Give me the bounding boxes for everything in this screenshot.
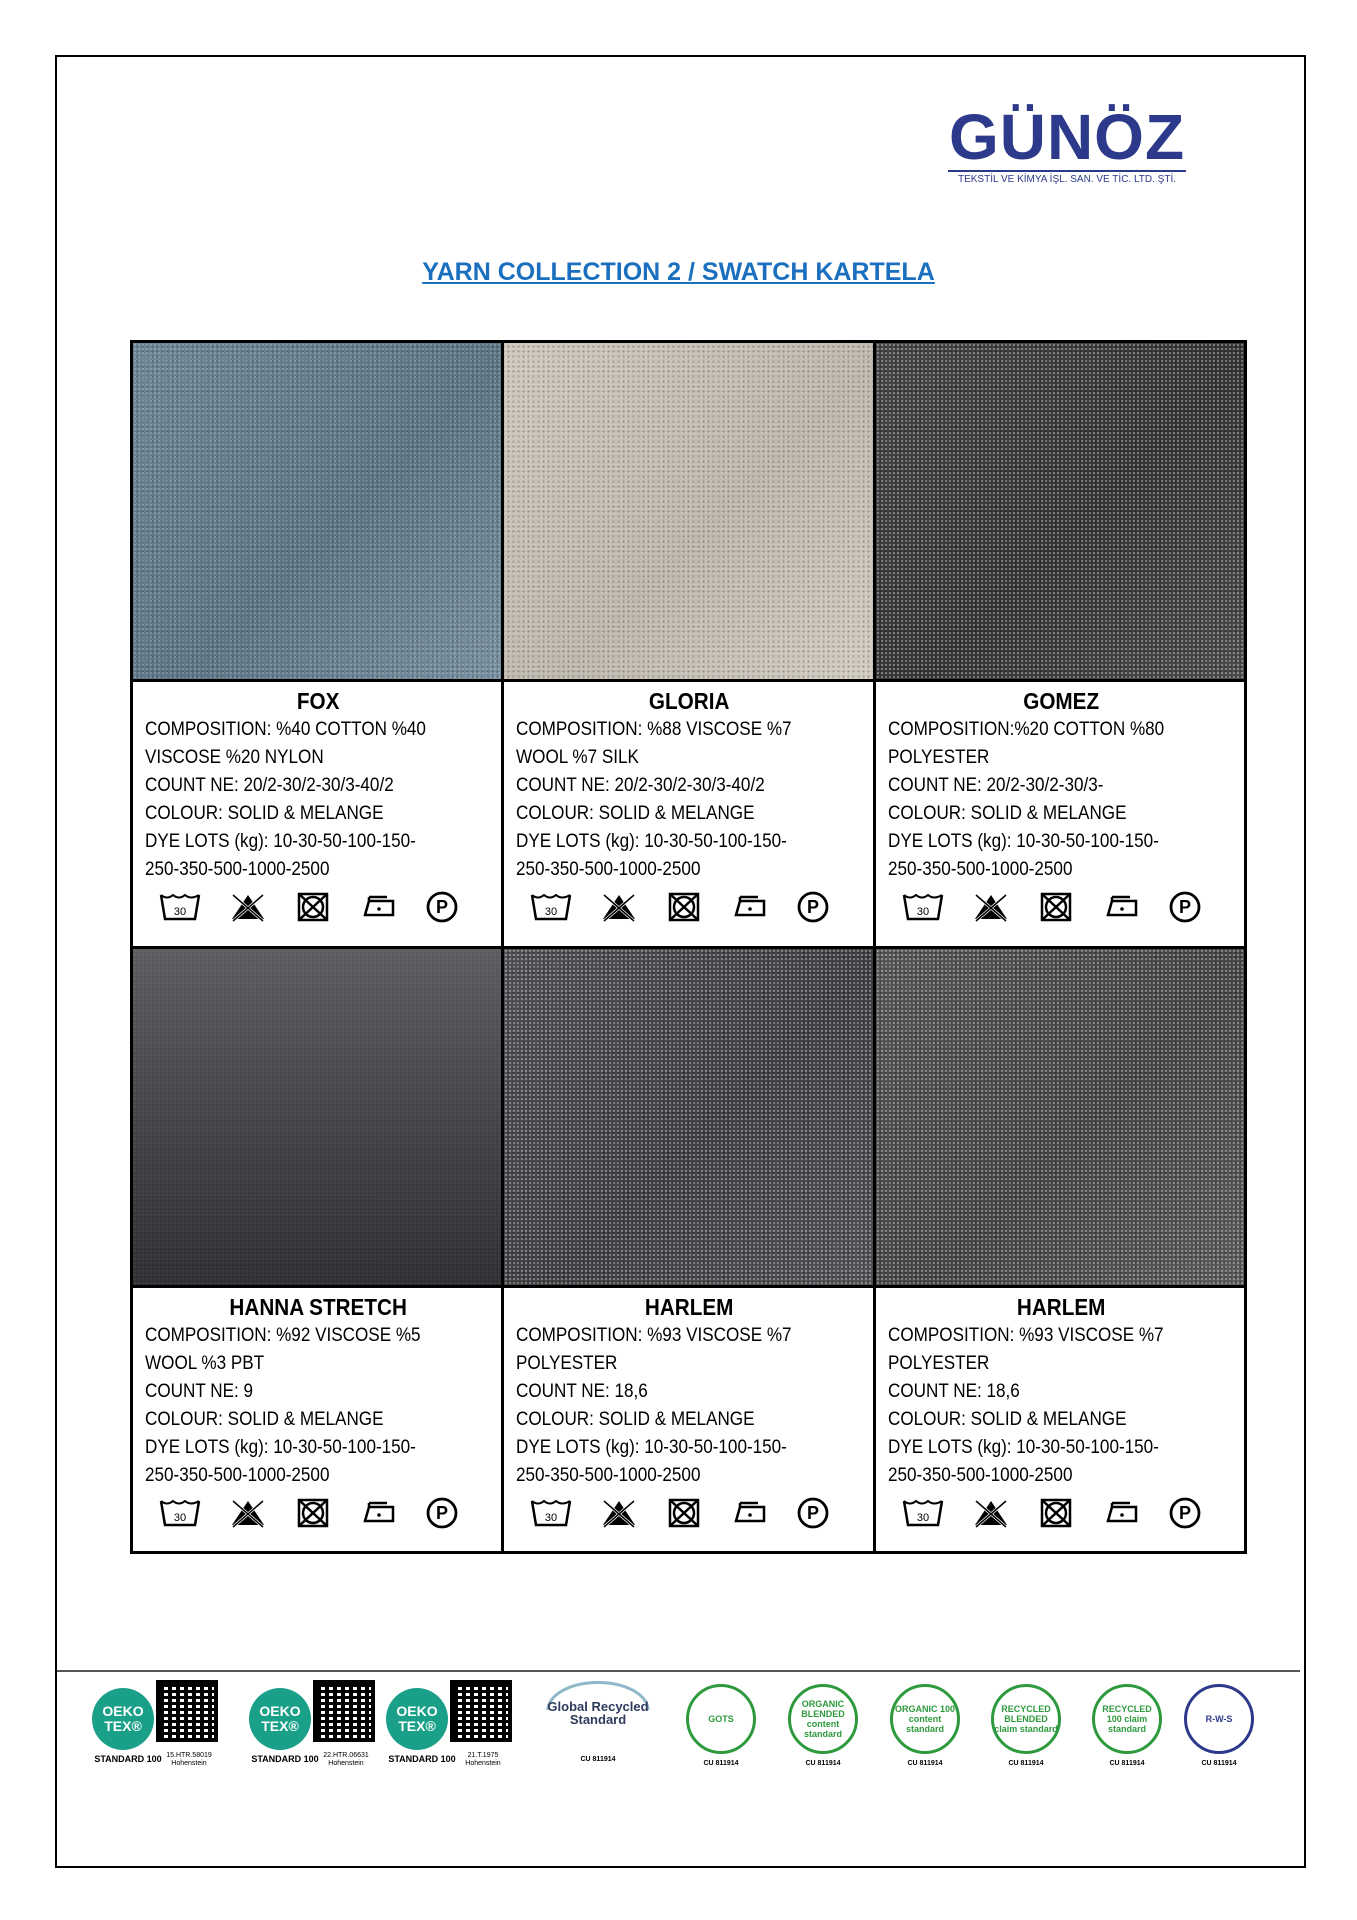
wash-temp-label: 30 [545, 906, 558, 918]
oeko-standard-label: STANDARD 100 [388, 1754, 456, 1764]
yarn-name: GLORIA [649, 688, 730, 714]
fabric-swatch-image [504, 949, 872, 1285]
certificate-name: GOTS [708, 1714, 734, 1724]
spec-block [133, 679, 501, 946]
wash-30-icon [159, 1497, 201, 1529]
certificate-code: CU 811914 [907, 1760, 943, 1767]
iron-low-icon [359, 1497, 397, 1529]
fabric-swatch-image [133, 949, 501, 1285]
oeko-issuer: Hohenstein [328, 1760, 364, 1767]
iron-low-icon [730, 891, 768, 923]
dry-clean-p-icon [1168, 890, 1202, 924]
fabric-swatch-image [133, 343, 501, 679]
brand-subtitle: TEKSTİL VE KİMYA İŞL. SAN. VE TİC. LTD. ŞTİ. [948, 170, 1186, 187]
spec-block [133, 1285, 501, 1552]
oeko-badge-top: OEKO [396, 1703, 438, 1719]
wash-30-icon [530, 891, 572, 923]
dry-clean-p-icon [425, 1496, 459, 1530]
no-tumble-dry-icon [295, 1497, 331, 1529]
certificate-name: RECYCLED BLENDED claim standard [994, 1704, 1058, 1734]
certificate-code: CU 811914 [1109, 1760, 1145, 1767]
care-symbols [145, 890, 491, 924]
swatch-card [876, 949, 1244, 1552]
dry-clean-p-icon [796, 1496, 830, 1530]
dry-clean-label: P [1178, 897, 1191, 917]
spec-line: COUNT NE: 20/2-30/2-30/3-40/2 [516, 775, 766, 796]
certificate-code: CU 811914 [805, 1760, 841, 1767]
certificate-code: CU 811914 [1008, 1760, 1044, 1767]
care-symbols [888, 890, 1234, 924]
spec-line: 250-350-500-1000-2500 [145, 859, 330, 880]
grs-code: CU 811914 [580, 1756, 616, 1763]
spec-line: WOOL %3 PBT [145, 1352, 265, 1374]
oeko-code [301, 1752, 391, 1768]
spec-line: COMPOSITION: %88 VISCOSE %7 [516, 719, 792, 740]
spec-line: COMPOSITION: %93 VISCOSE %7 [887, 1324, 1164, 1346]
care-symbols [516, 1496, 862, 1530]
spec-line: DYE LOTS (kg): 10-30-50-100-150- [145, 831, 416, 852]
fabric-swatch-image [876, 949, 1244, 1285]
wash-temp-label: 30 [173, 1511, 187, 1524]
swatch-card [876, 343, 1244, 946]
oeko-code-number: 22.HTR.06631 [323, 1752, 369, 1759]
oeko-code-number: 21.T.1975 [467, 1752, 499, 1759]
spec-line: COLOUR: SOLID & MELANGE [145, 1408, 384, 1430]
no-bleach-icon [600, 1497, 638, 1529]
oeko-standard-label: STANDARD 100 [94, 1754, 162, 1764]
spec-line: POLYESTER [887, 1352, 990, 1374]
yarn-name: GOMEZ [1022, 688, 1099, 714]
oeko-badge-bottom: TEX® [261, 1718, 299, 1734]
wash-30-icon [902, 1497, 944, 1529]
spec-line: COUNT NE: 9 [145, 1380, 254, 1402]
grs-name: Global Recycled Standard [547, 1699, 649, 1727]
certificate-seal-icon [1092, 1684, 1162, 1754]
spec-line: COMPOSITION: %93 VISCOSE %7 [516, 1324, 792, 1346]
oeko-code-number: 15.HTR.58019 [166, 1752, 212, 1759]
spec-line: COLOUR: SOLID & MELANGE [516, 803, 755, 824]
swatch-grid [130, 340, 1247, 1554]
wash-temp-label: 30 [173, 906, 187, 918]
no-bleach-icon [972, 1497, 1010, 1529]
spec-line: COMPOSITION: %92 VISCOSE %5 [145, 1324, 421, 1346]
care-symbols [516, 890, 862, 924]
spec-line: WOOL %7 SILK [516, 747, 640, 768]
oeko-code [144, 1752, 234, 1768]
spec-line: COLOUR: SOLID & MELANGE [516, 1408, 755, 1430]
no-tumble-dry-icon [666, 1497, 702, 1529]
iron-low-icon [1102, 891, 1140, 923]
spec-line: COLOUR: SOLID & MELANGE [145, 803, 384, 824]
yarn-name: HARLEM [645, 1293, 734, 1320]
dry-clean-p-icon [1168, 1496, 1202, 1530]
yarn-name: HANNA STRETCH [229, 1293, 407, 1320]
spec-line: COLOUR: SOLID & MELANGE [887, 1408, 1127, 1430]
spec-line: POLYESTER [887, 747, 990, 768]
spec-line: POLYESTER [516, 1352, 618, 1374]
certificate-name: RECYCLED 100 claim standard [1102, 1704, 1152, 1734]
spec-line: DYE LOTS (kg): 10-30-50-100-150- [887, 1436, 1159, 1458]
spec-line: COMPOSITION: %40 COTTON %40 [145, 719, 426, 740]
fabric-swatch-image [876, 343, 1244, 679]
certificate-seal-icon [1184, 1684, 1254, 1754]
oeko-badge-top: OEKO [259, 1703, 301, 1719]
oeko-code [438, 1752, 528, 1768]
oeko-tex-badge [386, 1688, 448, 1750]
certificate-seal-icon [686, 1684, 756, 1754]
spec-block [876, 1285, 1244, 1552]
spec-line: 250-350-500-1000-2500 [516, 859, 701, 880]
qr-code-icon [313, 1680, 375, 1742]
spec-block [876, 679, 1244, 946]
iron-low-icon [730, 1497, 768, 1529]
oeko-badge-bottom: TEX® [398, 1718, 436, 1734]
dry-clean-label: P [807, 1502, 820, 1523]
spec-line: DYE LOTS (kg): 10-30-50-100-150- [516, 1436, 788, 1458]
no-tumble-dry-icon [1038, 1497, 1074, 1529]
swatch-card [133, 343, 501, 946]
spec-line: COUNT NE: 18,6 [516, 1380, 649, 1402]
no-bleach-icon [972, 891, 1010, 923]
no-bleach-icon [229, 1497, 267, 1529]
dry-clean-label: P [807, 897, 820, 917]
iron-low-icon [359, 891, 397, 923]
certificate-seal-icon [890, 1684, 960, 1754]
oeko-tex-badge [249, 1688, 311, 1750]
certificate-seal-icon [991, 1684, 1061, 1754]
wash-temp-label: 30 [916, 906, 929, 918]
wash-30-icon [902, 891, 944, 923]
swatch-card [133, 949, 501, 1552]
dry-clean-p-icon [425, 890, 459, 924]
spec-block [504, 679, 872, 946]
certificate-code: CU 811914 [703, 1760, 739, 1767]
fabric-swatch-image [504, 343, 872, 679]
oeko-issuer: Hohenstein [171, 1760, 207, 1767]
spec-line: 250-350-500-1000-2500 [145, 1464, 330, 1486]
certificate-seal-icon [788, 1684, 858, 1754]
recycle-arrows-icon [528, 1680, 668, 1740]
spec-line: DYE LOTS (kg): 10-30-50-100-150- [145, 1436, 416, 1458]
footer-divider [57, 1670, 1300, 1672]
brand-name: GÜNÖZ [948, 101, 1186, 173]
certificate-code: CU 811914 [1201, 1760, 1237, 1767]
spec-line: 250-350-500-1000-2500 [887, 1464, 1073, 1486]
spec-line: COUNT NE: 20/2-30/2-30/3- [887, 775, 1104, 796]
oeko-tex-badge [92, 1688, 154, 1750]
wash-temp-label: 30 [916, 1511, 929, 1524]
no-bleach-icon [229, 891, 267, 923]
qr-code-icon [156, 1680, 218, 1742]
dry-clean-p-icon [796, 890, 830, 924]
spec-line: 250-350-500-1000-2500 [516, 1464, 701, 1486]
certificate-name: ORGANIC 100 content standard [894, 1704, 956, 1734]
oeko-standard-label: STANDARD 100 [251, 1754, 319, 1764]
spec-line: DYE LOTS (kg): 10-30-50-100-150- [887, 831, 1159, 852]
spec-line: COMPOSITION:%20 COTTON %80 [887, 719, 1164, 740]
spec-line: COUNT NE: 20/2-30/2-30/3-40/2 [145, 775, 394, 796]
care-symbols [888, 1496, 1234, 1530]
no-bleach-icon [600, 891, 638, 923]
swatch-card [504, 949, 872, 1552]
no-tumble-dry-icon [666, 891, 702, 923]
spec-line: COUNT NE: 18,6 [887, 1380, 1020, 1402]
dry-clean-label: P [435, 1502, 449, 1523]
oeko-badge-top: OEKO [102, 1703, 144, 1719]
spec-line: 250-350-500-1000-2500 [887, 859, 1073, 880]
no-tumble-dry-icon [295, 891, 331, 923]
dry-clean-label: P [435, 897, 449, 917]
certificate-name: ORGANIC BLENDED content standard [801, 1699, 845, 1739]
iron-low-icon [1102, 1497, 1140, 1529]
certificate-name: R-W-S [1205, 1714, 1233, 1724]
care-symbols [145, 1496, 491, 1530]
certification-strip [88, 1680, 1278, 1785]
spec-line: DYE LOTS (kg): 10-30-50-100-150- [516, 831, 788, 852]
spec-line: VISCOSE %20 NYLON [145, 747, 324, 768]
swatch-card [504, 343, 872, 946]
oeko-badge-bottom: TEX® [104, 1718, 142, 1734]
brand-logo [942, 101, 1192, 194]
yarn-name: FOX [296, 688, 340, 714]
wash-30-icon [159, 891, 201, 923]
wash-temp-label: 30 [545, 1511, 558, 1524]
spec-line: COLOUR: SOLID & MELANGE [887, 803, 1127, 824]
wash-30-icon [530, 1497, 572, 1529]
qr-code-icon [450, 1680, 512, 1742]
yarn-name: HARLEM [1016, 1293, 1106, 1320]
spec-block [504, 1285, 872, 1552]
no-tumble-dry-icon [1038, 891, 1074, 923]
dry-clean-label: P [1178, 1502, 1191, 1523]
oeko-issuer: Hohenstein [465, 1760, 501, 1767]
document-title: YARN COLLECTION 2 / SWATCH KARTELA [422, 258, 935, 286]
